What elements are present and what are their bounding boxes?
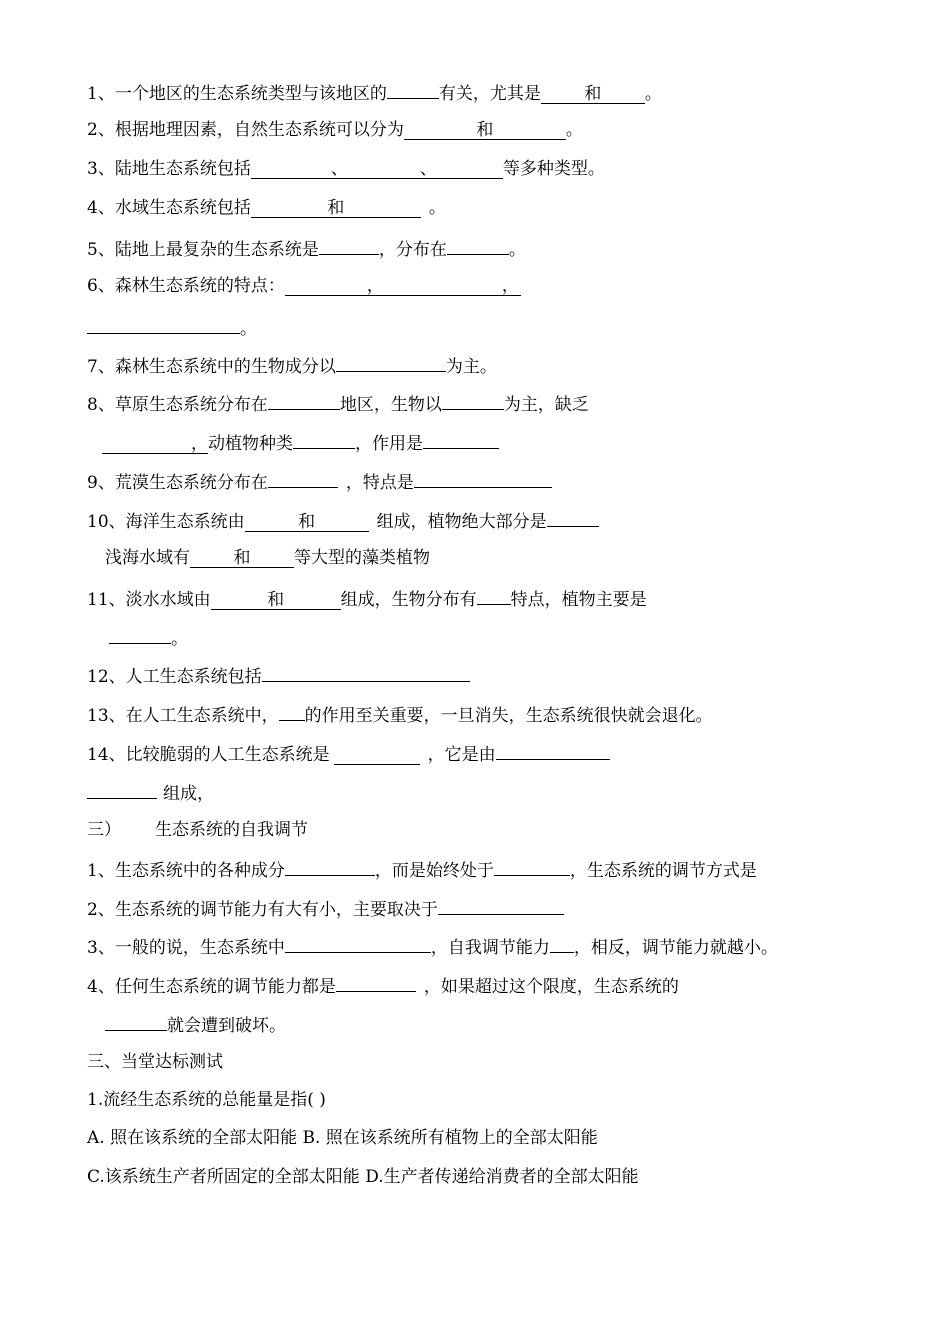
q4-text-c: 。	[428, 198, 446, 218]
question-6	[87, 275, 521, 297]
section-heading-test	[87, 1051, 223, 1073]
q2-blank-word: 和	[476, 120, 494, 140]
r3-text-a: 3、一般的说，生态系统中	[87, 938, 285, 958]
q11-blank-word: 和	[267, 590, 285, 610]
q11b-text-a: 。	[171, 629, 188, 649]
r1-text-b: ，而是始终处于	[374, 861, 494, 881]
regulation-question-1	[87, 857, 757, 882]
mc-question-1-options-ab[interactable]	[87, 1127, 598, 1149]
mc1-stem: 1.流经生态系统的总能量是指( )	[87, 1090, 326, 1110]
q11-text-a: 11、淡水水域由	[87, 590, 211, 610]
blank[interactable]	[285, 934, 431, 953]
blank[interactable]	[251, 160, 503, 179]
r1-text-c: ，生态系统的调节方式是	[569, 861, 757, 881]
q6b-text-a: 。	[240, 319, 257, 339]
blank[interactable]	[387, 80, 439, 99]
q8-text-a: 8、草原生态系统分布在	[87, 395, 268, 415]
regulation-question-3	[87, 934, 778, 959]
question-11-cont	[109, 625, 188, 650]
question-10-cont	[105, 547, 430, 569]
blank[interactable]	[102, 435, 208, 454]
mc1-options-ab[interactable]: A. 照在该系统的全部太阳能 B. 照在该系统所有植物上的全部太阳能	[87, 1128, 598, 1148]
mc-question-1-stem	[87, 1089, 326, 1111]
q10b-text-a: 浅海水域有	[105, 548, 190, 568]
blank[interactable]	[547, 508, 599, 527]
blank[interactable]	[477, 586, 511, 605]
q11-text-c: 组成，生物分布有	[340, 590, 477, 610]
question-12	[87, 663, 470, 688]
blank[interactable]	[268, 469, 338, 488]
blank[interactable]	[105, 1012, 167, 1031]
blank[interactable]	[334, 746, 420, 765]
blank[interactable]	[245, 513, 369, 532]
r4-text-a: 4、任何生态系统的调节能力都是	[87, 977, 336, 997]
q5-text-b: ，分布在	[378, 240, 447, 260]
q11-text-d: 特点，植物主要是	[510, 590, 647, 610]
q13-text-b: 的作用至关重要，一旦消失，生态系统很快就会退化。	[304, 706, 713, 726]
blank[interactable]	[190, 549, 294, 568]
q3-sep-2: 、	[419, 159, 437, 179]
blank[interactable]	[262, 663, 470, 682]
test-title: 三、当堂达标测试	[87, 1052, 223, 1072]
blank[interactable]	[285, 857, 375, 876]
q1-text-a: 1、一个地区的生态系统类型与该地区的	[87, 84, 387, 104]
regulation-question-4-cont	[105, 1012, 286, 1037]
q12-text-a: 12、人工生态系统包括	[87, 667, 262, 687]
r4-text-b: ，如果超过这个限度，生态系统的	[423, 977, 679, 997]
q10-text-a: 10、海洋生态系统由	[87, 512, 245, 532]
q13-text-a: 13、在人工生态系统中，	[87, 706, 279, 726]
q2-text-a: 2、根据地理因素，自然生态系统可以分为	[87, 120, 404, 140]
q10-text-c: 组成，植物绝大部分是	[376, 512, 547, 532]
blank[interactable]	[442, 391, 504, 410]
blank[interactable]	[404, 121, 566, 140]
blank[interactable]	[550, 934, 574, 953]
question-4	[87, 197, 446, 219]
q14b-text-a: 组成，	[163, 784, 214, 804]
blank[interactable]	[109, 625, 171, 644]
r3-text-c: ，相反，调节能力就越小。	[573, 938, 778, 958]
r2-text-a: 2、生态系统的调节能力有大有小，主要取决于	[87, 900, 438, 920]
question-14	[87, 741, 610, 766]
q10b-text-c: 等大型的藻类植物	[294, 548, 430, 568]
question-13	[87, 702, 713, 727]
q3-text-d: 等多种类型。	[502, 159, 605, 179]
q3-sep-1: 、	[330, 159, 348, 179]
mc1-options-cd[interactable]: C.该系统生产者所固定的全部太阳能 D.生产者传递给消费者的全部太阳能	[87, 1167, 639, 1187]
question-8-cont	[102, 430, 499, 455]
q10-blank-word: 和	[298, 512, 316, 532]
question-2	[87, 119, 583, 141]
blank[interactable]	[87, 315, 240, 334]
q9-text-b: ，特点是	[345, 473, 414, 493]
q5-text-a: 5、陆地上最复杂的生态系统是	[87, 240, 319, 260]
r3-text-b: ，自我调节能力	[430, 938, 550, 958]
mc-question-1-options-cd[interactable]	[87, 1166, 639, 1188]
blank[interactable]	[438, 896, 564, 915]
blank[interactable]	[414, 469, 552, 488]
blank[interactable]	[496, 741, 610, 760]
blank[interactable]	[423, 430, 499, 449]
question-6-cont	[87, 315, 257, 340]
blank[interactable]	[251, 199, 421, 218]
section-number: 三）	[87, 820, 121, 840]
blank[interactable]	[87, 780, 157, 799]
q6-sep-1: ，	[366, 276, 384, 296]
q2-text-c: 。	[565, 120, 583, 140]
q1-text-b: 有关，尤其是	[438, 84, 541, 104]
blank[interactable]	[293, 430, 355, 449]
question-10	[87, 508, 599, 533]
question-3	[87, 158, 605, 180]
blank[interactable]	[336, 973, 416, 992]
q8b-text-c: ，作用是	[355, 434, 423, 454]
blank[interactable]	[336, 353, 446, 372]
blank[interactable]	[541, 85, 645, 104]
q8b-comma: ，	[191, 434, 208, 454]
blank[interactable]	[319, 236, 379, 255]
question-14-cont	[87, 780, 214, 805]
r1-text-a: 1、生态系统中的各种成分	[87, 861, 285, 881]
question-1	[87, 80, 662, 105]
section-title: 生态系统的自我调节	[155, 820, 308, 840]
blank[interactable]	[285, 277, 521, 296]
q6-text-a: 6、森林生态系统的特点：	[87, 276, 285, 296]
regulation-question-2	[87, 896, 564, 921]
question-8	[87, 391, 589, 416]
q3-text-a: 3、陆地生态系统包括	[87, 159, 251, 179]
regulation-question-4	[87, 973, 679, 998]
question-7	[87, 353, 497, 378]
q4-blank-word: 和	[327, 198, 345, 218]
q8-text-c: 为主，缺乏	[503, 395, 589, 415]
q5-text-c: 。	[508, 240, 526, 260]
q7-text-a: 7、森林生态系统中的生物成分以	[87, 357, 336, 377]
q8b-text-b: 动植物种类	[208, 434, 293, 454]
q9-text-a: 9、荒漠生态系统分布在	[87, 473, 268, 493]
q14-text-a: 14、比较脆弱的人工生态系统是	[87, 745, 330, 765]
q4-text-a: 4、水域生态系统包括	[87, 198, 251, 218]
question-5	[87, 236, 526, 261]
q1-text-d: 。	[644, 84, 662, 104]
q14-text-b: ，它是由	[427, 745, 496, 765]
q7-text-b: 为主。	[445, 357, 497, 377]
blank[interactable]	[279, 702, 305, 721]
blank[interactable]	[447, 236, 509, 255]
blank[interactable]	[211, 591, 341, 610]
q1-blank-word: 和	[584, 84, 602, 104]
section-heading-self-regulation	[87, 819, 308, 841]
r4b-text-a: 就会遭到破坏。	[167, 1016, 286, 1036]
blank[interactable]	[268, 391, 340, 410]
q8-text-b: 地区，生物以	[339, 395, 442, 415]
blank[interactable]	[494, 857, 570, 876]
q10b-blank-word: 和	[233, 548, 251, 568]
q6-sep-2: ，	[501, 276, 519, 296]
question-9	[87, 469, 552, 494]
question-11	[87, 586, 647, 611]
